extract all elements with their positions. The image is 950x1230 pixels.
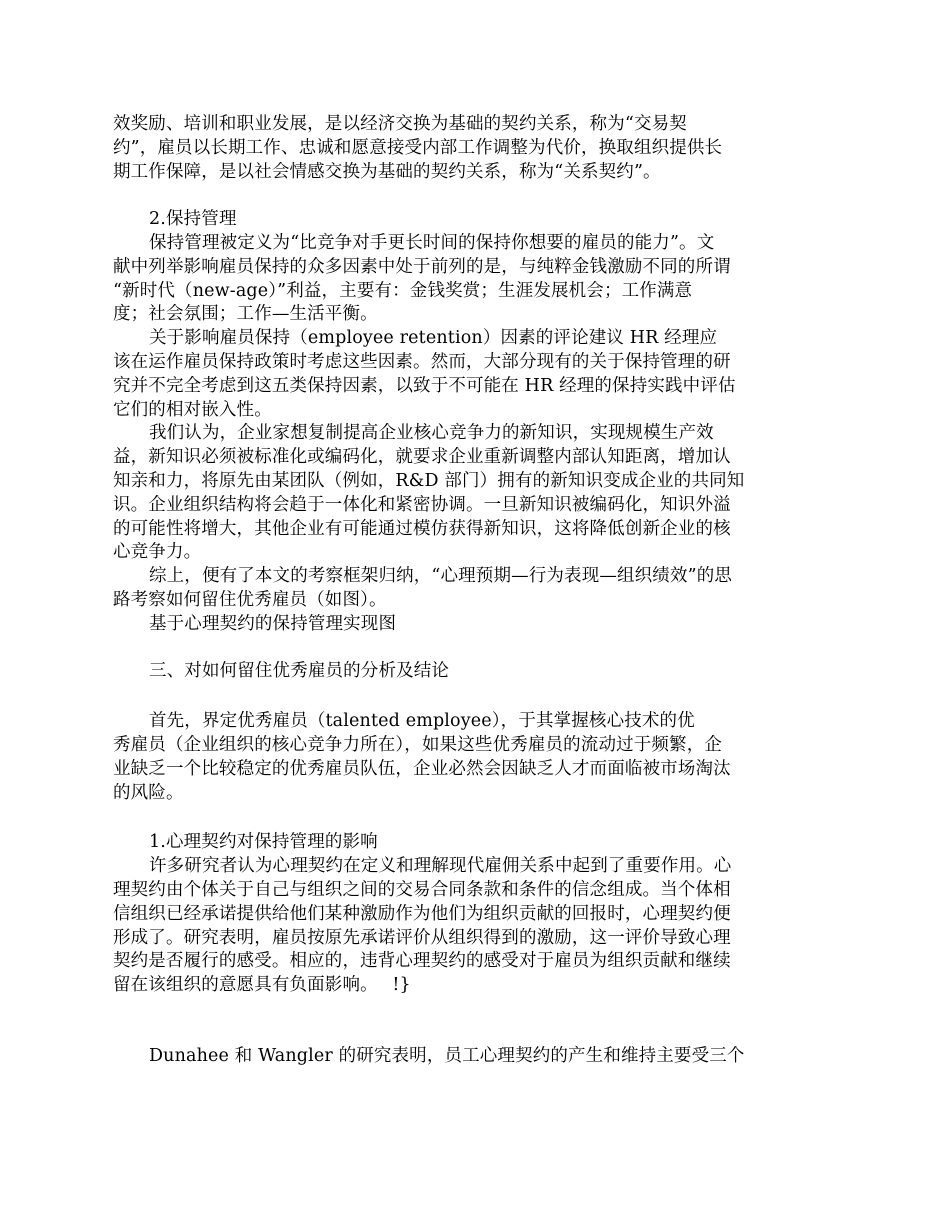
text-line: 知亲和力，将原先由某团队（例如，R&D 部门）拥有的新知识变成企业的共同知: [113, 470, 745, 491]
text-line: 度；社会氛围；工作—生活平衡。: [113, 304, 378, 325]
text-line: 益，新知识必须被标准化或编码化，就要求企业重新调整内部认知距离，增加认: [113, 447, 731, 468]
paragraph: [113, 422, 768, 565]
text-line: “新时代（new-age）”利益，主要有：金钱奖赏；生涯发展机会；工作满意: [113, 280, 693, 301]
text-line: 究并不完全考虑到这五类保持因素，以致于不可能在 HR 经理的保持实践中评估: [113, 375, 736, 396]
text-line: 的风险。: [113, 782, 184, 803]
text-line: 效奖励、培训和职业发展，是以经济交换为基础的契约关系，称为“交易契: [113, 114, 687, 134]
paragraph: [113, 855, 768, 998]
text-line: 首先，界定优秀雇员（talented employee），于其掌握核心技术的优: [149, 711, 695, 732]
document-page: [113, 113, 768, 1069]
paragraph: [113, 232, 768, 327]
text-line: 关于影响雇员保持（employee retention）因素的评论建议 HR 经理应: [149, 328, 718, 349]
text-line: 献中列举影响雇员保持的众多因素中处于前列的是，与纯粹金钱激励不同的所谓: [113, 256, 731, 277]
subsection-heading: 1.心理契约对保持管理的影响: [149, 832, 378, 853]
text-line: 秀雇员（企业组织的核心竞争力所在），如果这些优秀雇员的流动过于频繁，企: [113, 734, 722, 755]
paragraph: [113, 1045, 768, 1069]
text-line: 的可能性将增大，其他企业有可能通过模仿获得新知识，这将降低创新企业的核: [113, 518, 731, 539]
text-line: 契约是否履行的感受。相应的，违背心理契约的感受对于雇员为组织贡献和继续: [113, 951, 731, 972]
paragraph: [113, 710, 768, 805]
paragraph: [113, 113, 768, 184]
paragraph: [113, 565, 768, 613]
text-line: 它们的相对嵌入性。: [113, 399, 272, 420]
text-line: 期工作保障，是以社会情感交换为基础的契约关系，称为“关系契约”。: [113, 161, 661, 182]
text-line: 该在运作雇员保持政策时考虑这些因素。然而，大部分现有的关于保持管理的研: [113, 351, 731, 372]
text-line: 约”，雇员以长期工作、忠诚和愿意接受内部工作调整为代价，换取组织提供长: [113, 137, 723, 158]
paragraph: [113, 327, 768, 422]
section-heading: 2.保持管理: [149, 209, 237, 230]
text-line: 识。企业组织结构将会趋于一体化和紧密协调。一旦新知识被编码化，知识外溢: [113, 494, 731, 515]
text-line: 心竞争力。: [113, 542, 202, 563]
text-line: 留在该组织的意愿具有负面影响。 !}: [113, 975, 411, 996]
text-line: 路考察如何留住优秀雇员（如图）。: [113, 589, 387, 610]
text-line: 综上，便有了本文的考察框架归纳，“心理预期—行为表现—组织绩效”的思: [149, 566, 732, 587]
figure-caption: 基于心理契约的保持管理实现图: [149, 613, 397, 634]
text-line: 业缺乏一个比较稳定的优秀雇员队伍，企业必然会因缺乏人才而面临被市场淘汰: [113, 758, 731, 779]
text-line: 保持管理被定义为“比竞争对手更长时间的保持你想要的雇员的能力”。文: [149, 232, 715, 253]
text-line: 我们认为，企业家想复制提高企业核心竞争力的新知识，实现规模生产效: [149, 423, 714, 444]
text-line: 形成了。研究表明，雇员按原先承诺评价从组织得到的激励，这一评价导致心理: [113, 927, 731, 948]
text-line: 许多研究者认为心理契约在定义和理解现代雇佣关系中起到了重要作用。心: [149, 856, 732, 877]
text-line: Dunahee 和 Wangler 的研究表明，员工心理契约的产生和维持主要受三个: [149, 1046, 745, 1067]
text-line: 信组织已经承诺提供给他们某种激励作为他们为组织贡献的回报时，心理契约便: [113, 903, 731, 924]
text-line: 理契约由个体关于自己与组织之间的交易合同条款和条件的信念组成。当个体相: [113, 879, 731, 900]
section-heading: 三、对如何留住优秀雇员的分析及结论: [149, 661, 450, 682]
